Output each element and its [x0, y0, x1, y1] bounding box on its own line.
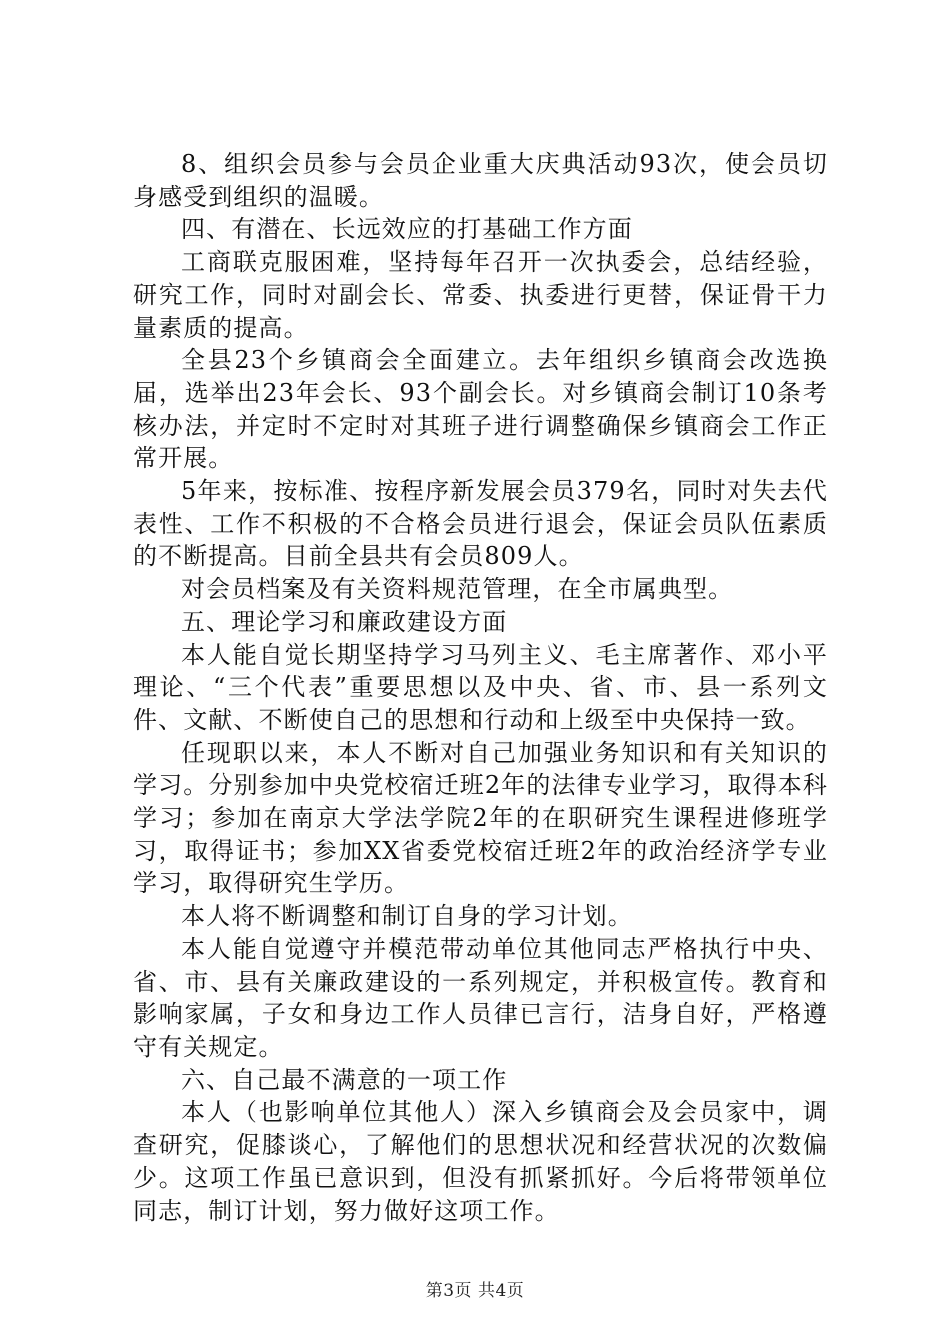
paragraph-theory-study: 本人能自觉长期坚持学习马列主义、毛主席著作、邓小平理论、“三个代表”重要思想以及中央、省、市、县一系列文件、文献、不断使自己的思想和行动和上级至中央保持一致。 — [133, 640, 828, 734]
paragraph-integrity: 本人能自觉遵守并模范带动单位其他同志严格执行中央、省、市、县有关廉政建设的一系列规定，并积极宣传。教育和影响家属，子女和身边工作人员律已言行，洁身自好，严格遵守有关规定。 — [133, 934, 828, 1061]
paragraph-study-plan: 本人将不断调整和制订自身的学习计划。 — [181, 902, 633, 931]
paragraph-new-members: 5年来，按标准、按程序新发展会员379名，同时对失去代表性、工作不积极的不合格会员进行退会，保证会员队伍素质的不断提高。目前全县共有会员809人。 — [133, 477, 828, 571]
document-body — [133, 148, 828, 1227]
paragraph-member-archives: 对会员档案及有关资料规范管理，在全市属典型。 — [181, 575, 734, 604]
paragraph-education: 任现职以来，本人不断对自己加强业务知识和有关知识的学习。分别参加中央党校宿迁班2年的法律专业学习，取得本科学习；参加在南京大学法学院2年的在职研究生课程进修班学习，取得证书；参加XX省委党校宿迁班2年的政治经济学专业学习，取得研究生学历。 — [133, 738, 828, 898]
paragraph-least-satisfied: 本人（也影响单位其他人）深入乡镇商会及会员家中，调查研究，促膝谈心，了解他们的思想状况和经营状况的次数偏少。这项工作虽已意识到，但没有抓紧抓好。今后将带领单位同志，制订计划，努力做好这项工作。 — [133, 1098, 828, 1225]
paragraph-item-8: 8、组织会员参与会员企业重大庆典活动93次，使会员切身感受到组织的温暖。 — [133, 150, 828, 211]
page-number-footer: 第3页 共4页 — [425, 1281, 525, 1301]
section-heading-5: 五、理论学习和廉政建设方面 — [181, 607, 508, 636]
section-heading-4: 四、有潜在、长远效应的打基础工作方面 — [181, 215, 633, 244]
section-heading-6: 六、自己最不满意的一项工作 — [181, 1065, 508, 1094]
paragraph-executive-committee: 工商联克服困难，坚持每年召开一次执委会，总结经验，研究工作，同时对副会长、常委、执委进行更替，保证骨干力量素质的提高。 — [133, 248, 828, 342]
paragraph-township-chambers: 全县23个乡镇商会全面建立。去年组织乡镇商会改选换届，选举出23年会长、93个副会长。对乡镇商会制订10条考核办法，并定时不定时对其班子进行调整确保乡镇商会工作正常开展。 — [133, 346, 828, 473]
